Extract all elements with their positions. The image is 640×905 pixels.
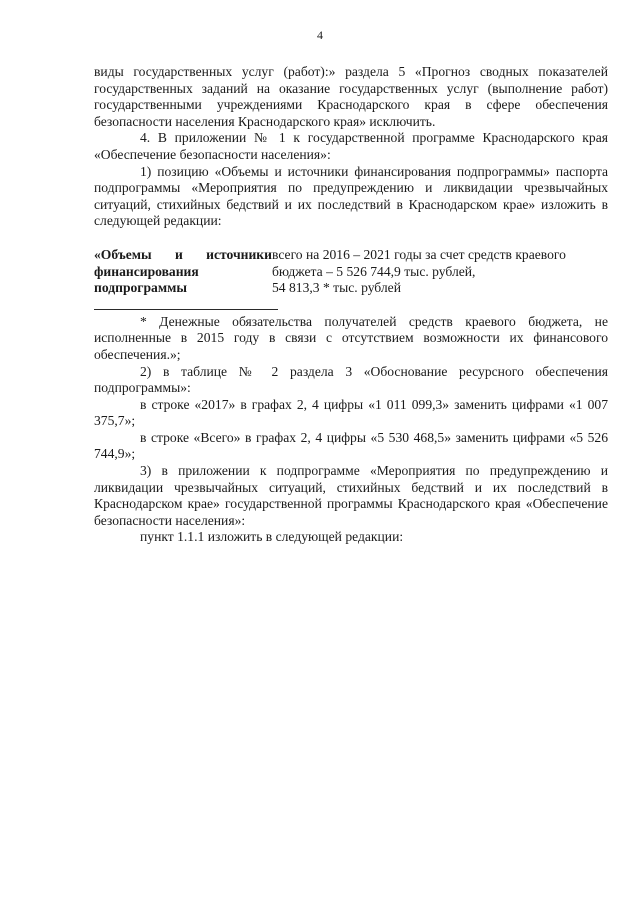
label-word-sources: источники <box>206 246 272 262</box>
paragraph-row-2017: в строке «2017» в графах 2, 4 цифры «1 011 099,3» заменить цифрами «1 007 375,7»; <box>94 396 608 429</box>
financing-table-value <box>272 247 608 297</box>
paragraph-point-1-1-1: пункт 1.1.1 изложить в следующей редакции: <box>140 529 404 545</box>
paragraph-continuation: виды государственных услуг (работ):» раздела 5 «Прогноз сводных показателей государственных заданий на оказание государственных услуг (выполнение работ) государственными учреждениями Краснодарского края в сфере обеспечения безопасности населения Краснодарского края» исключить. <box>94 64 608 129</box>
label-word-and: и <box>175 246 183 262</box>
label-line-1 <box>94 247 272 264</box>
value-line-3: 54 813,3 * тыс. рублей <box>272 280 401 296</box>
label-line-2: финансирования <box>94 263 199 279</box>
footnote-separator <box>94 309 608 310</box>
value-line-1: всего на 2016 – 2021 годы за счет средств краевого <box>272 246 566 262</box>
financing-table-label <box>94 247 272 297</box>
paragraph-subitem-2: 2) в таблице № 2 раздела 3 «Обоснование ресурсного обеспечения подпрограммы»: <box>94 363 608 396</box>
spacer <box>94 230 608 247</box>
label-line-3: подпрограммы <box>94 280 187 296</box>
financing-table <box>94 247 608 297</box>
page-number: 4 <box>317 28 323 42</box>
paragraph-subitem-3: 3) в приложении к подпрограмме «Мероприятия по предупреждению и ликвидации чрезвычайных ситуаций, стихийных бедствий и их последствий в Краснодарском крае» государственной программы Краснодарского края «Обеспечение безопасности населения»: <box>94 463 608 528</box>
document-body <box>94 64 608 546</box>
paragraph-item-4: 4. В приложении № 1 к государственной программе Краснодарского края «Обеспечение безопасности населения»: <box>94 130 608 162</box>
paragraph-subitem-1: 1) позицию «Объемы и источники финансирования подпрограммы» паспорта подпрограммы «Мероприятия по предупреждению и ликвидации чрезвычайных ситуаций, стихийных бедствий и их последствий в Краснодарском крае» изложить в следующей редакции: <box>94 163 608 229</box>
label-word-volumes: «Объемы <box>94 246 152 262</box>
footnote-rule <box>94 309 278 310</box>
paragraph-row-total: в строке «Всего» в графах 2, 4 цифры «5 530 468,5» заменить цифрами «5 526 744,9»; <box>94 429 608 462</box>
value-line-2: бюджета – 5 526 744,9 тыс. рублей, <box>272 263 476 279</box>
footnote: * Денежные обязательства получателей средств краевого бюджета, не исполненные в 2015 году в связи с отсутствием возможности их финансового обеспечения.»; <box>94 313 608 362</box>
